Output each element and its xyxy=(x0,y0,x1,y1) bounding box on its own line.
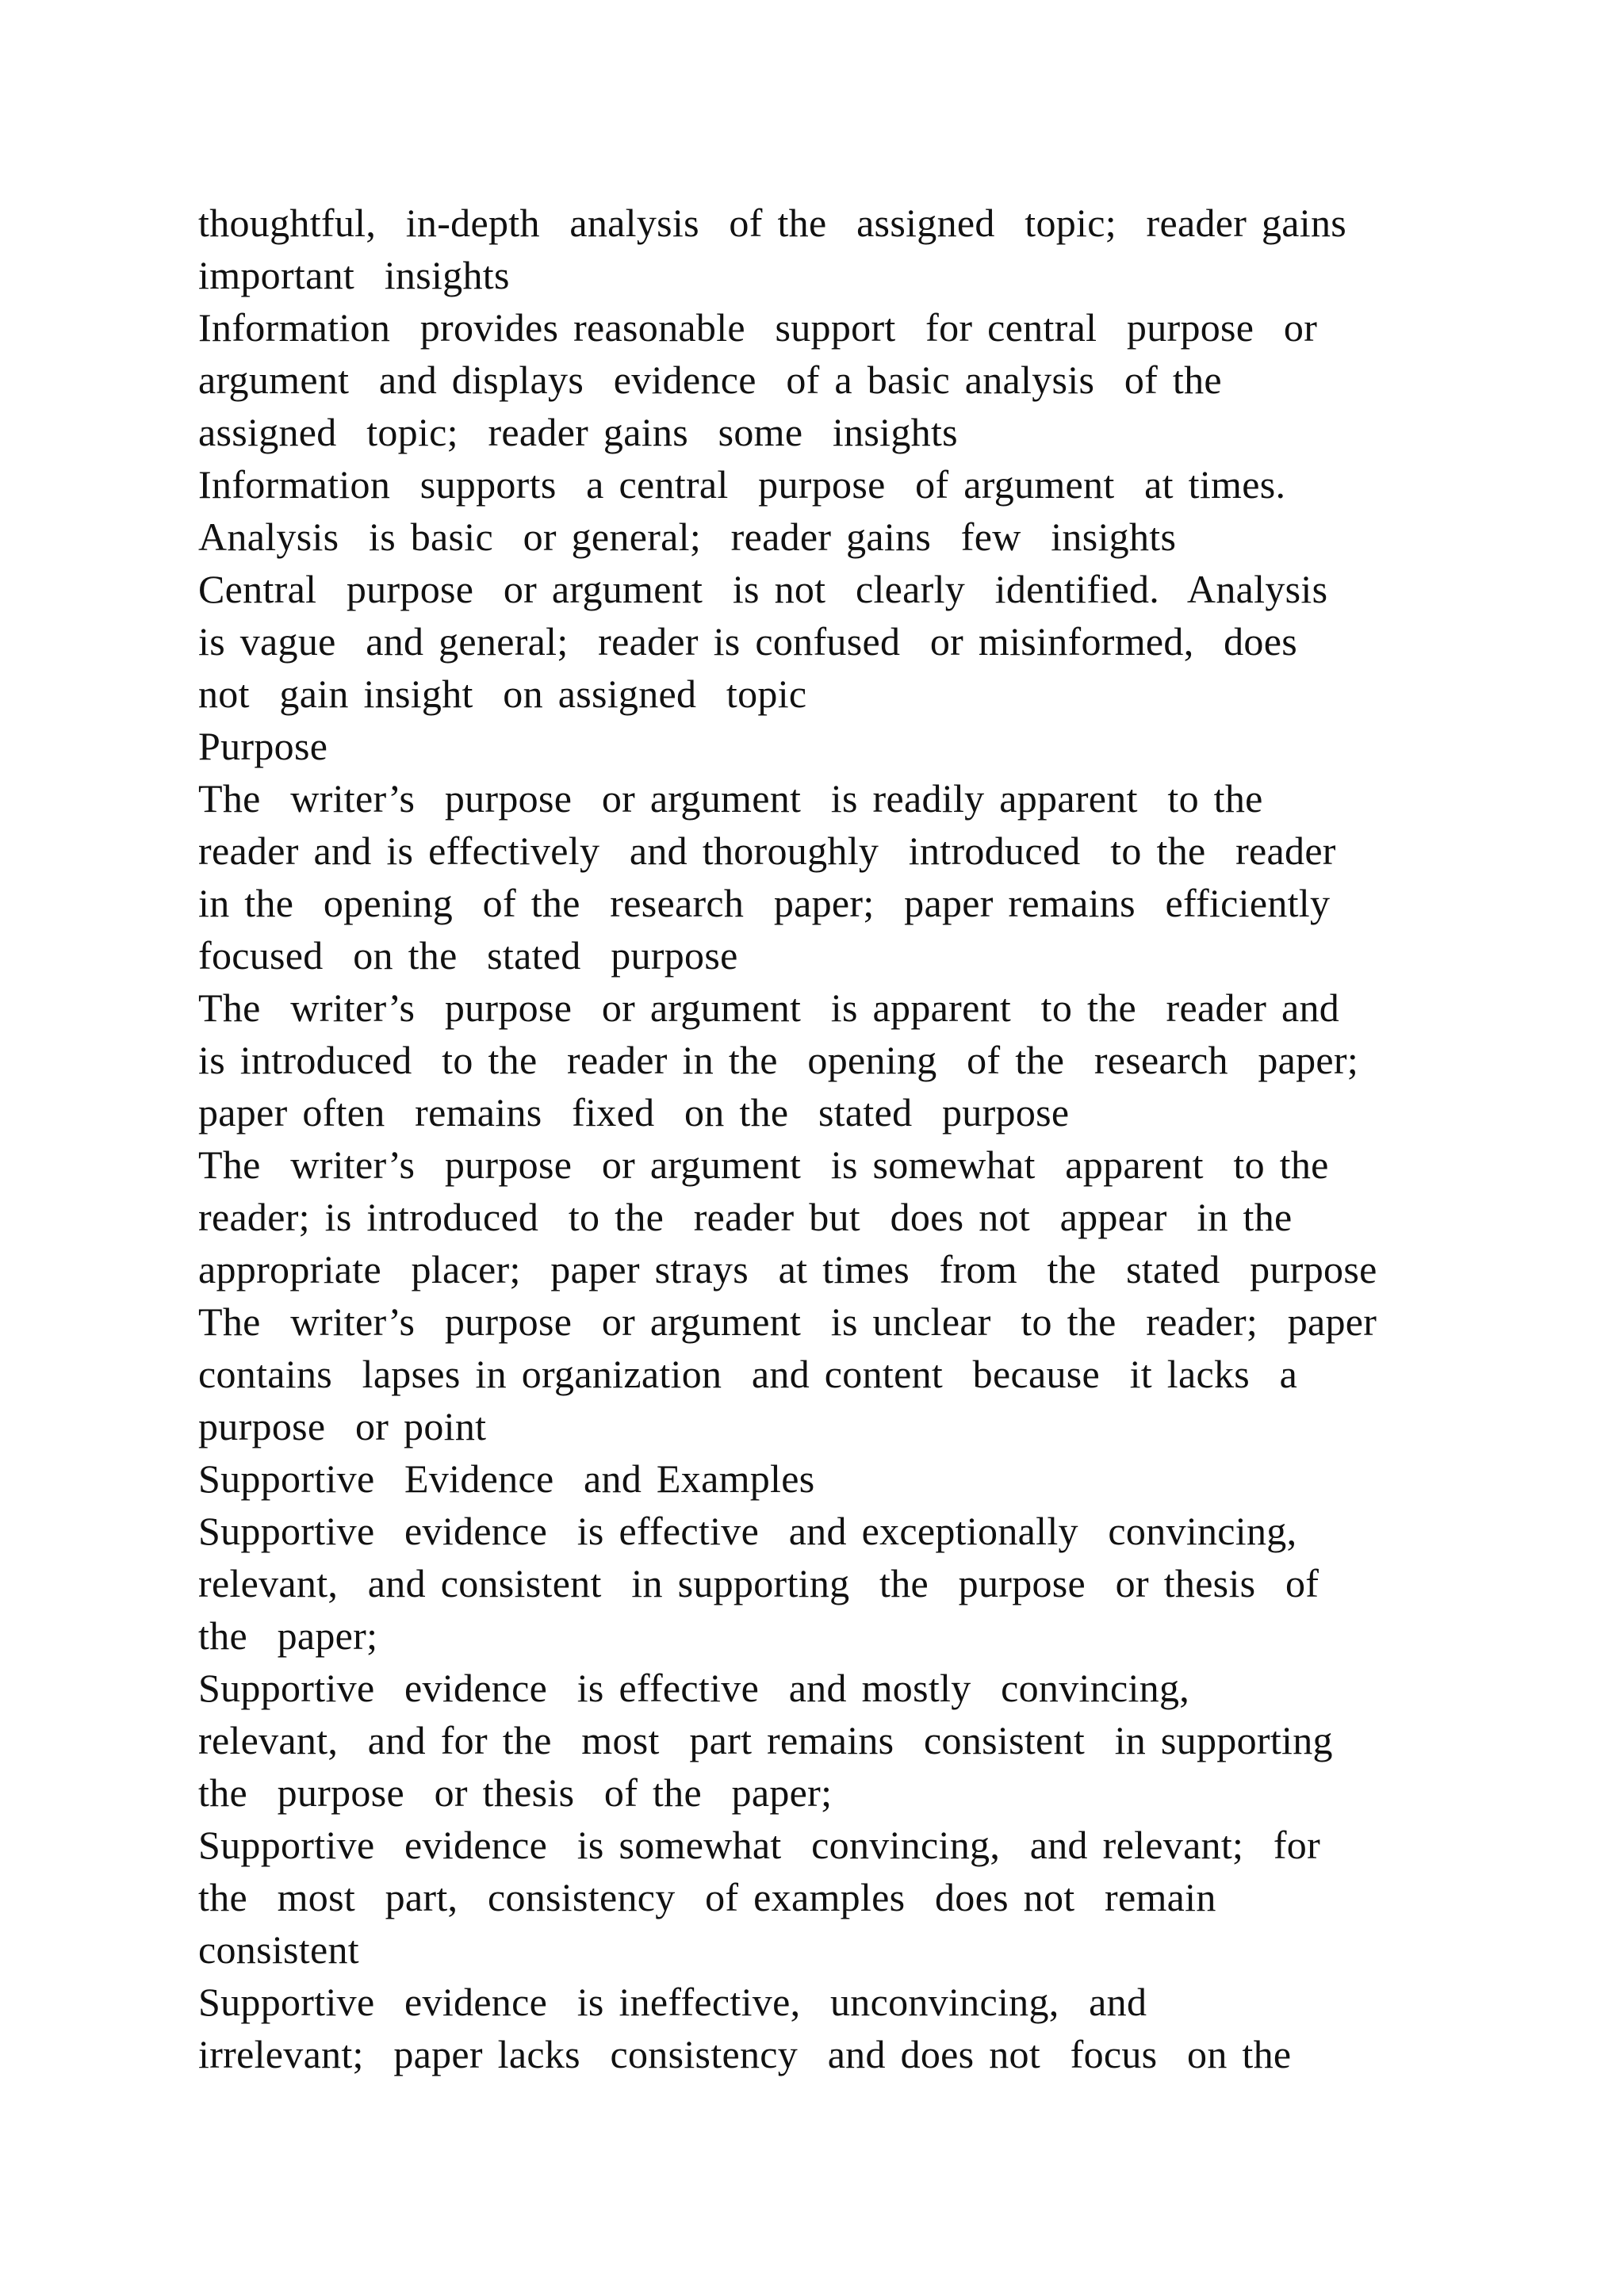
text-line: relevant, and consistent in supporting the purpose or thesis of xyxy=(198,1561,1320,1605)
text-line: is vague and general; reader is confused or misinformed, does xyxy=(198,619,1297,664)
text-line: assigned topic; reader gains some insights xyxy=(198,410,958,454)
text-line: in the opening of the research paper; paper remains efficiently xyxy=(198,881,1331,925)
text-line: not gain insight on assigned topic xyxy=(198,672,807,716)
text-line: focused on the stated purpose xyxy=(198,933,738,978)
text-line: appropriate placer; paper strays at times from the stated purpose xyxy=(198,1247,1377,1292)
text-line: the paper; xyxy=(198,1613,378,1658)
text-line: The writer’s purpose or argument is readily apparent to the xyxy=(198,776,1263,821)
text-line: consistent xyxy=(198,1927,359,1972)
text-line: purpose or point xyxy=(198,1404,487,1448)
text-line: the purpose or thesis of the paper; xyxy=(198,1770,833,1815)
text-line: The writer’s purpose or argument is apparent to the reader and xyxy=(198,985,1340,1030)
section-heading-purpose: Purpose xyxy=(198,724,328,768)
text-line: reader and is effectively and thoroughly introduced to the reader xyxy=(198,828,1336,873)
text-line: Supportive evidence is somewhat convincing, and relevant; for xyxy=(198,1823,1321,1867)
text-line: The writer’s purpose or argument is unclear to the reader; paper xyxy=(198,1299,1377,1344)
text-line: contains lapses in organization and content because it lacks a xyxy=(198,1352,1298,1396)
section-heading-supportive-evidence: Supportive Evidence and Examples xyxy=(198,1456,815,1501)
text-line: Supportive evidence is effective and mostly convincing, xyxy=(198,1666,1190,1710)
text-line: Central purpose or argument is not clearly identified. Analysis xyxy=(198,567,1328,611)
text-line: paper often remains fixed on the stated purpose xyxy=(198,1090,1070,1135)
text-line: Supportive evidence is ineffective, unconvincing, and xyxy=(198,1980,1147,2024)
text-line: The writer’s purpose or argument is somewhat apparent to the xyxy=(198,1142,1329,1187)
text-line: important insights xyxy=(198,253,510,297)
text-line: is introduced to the reader in the opening of the research paper; xyxy=(198,1038,1359,1082)
text-line: argument and displays evidence of a basic analysis of the xyxy=(198,358,1222,402)
text-line: thoughtful, in-depth analysis of the assigned topic; reader gains xyxy=(198,201,1347,245)
text-line: reader; is introduced to the reader but does not appear in the xyxy=(198,1195,1293,1239)
text-line: the most part, consistency of examples does not remain xyxy=(198,1875,1216,1919)
text-line: Information supports a central purpose of argument at times. xyxy=(198,462,1286,507)
body-text xyxy=(198,197,1499,2080)
text-line: relevant, and for the most part remains consistent in supporting xyxy=(198,1718,1333,1762)
text-line: Information provides reasonable support for central purpose or xyxy=(198,305,1318,350)
text-line: Supportive evidence is effective and exceptionally convincing, xyxy=(198,1509,1297,1553)
text-line: Analysis is basic or general; reader gains few insights xyxy=(198,515,1177,559)
text-line: irrelevant; paper lacks consistency and does not focus on the xyxy=(198,2032,1292,2076)
